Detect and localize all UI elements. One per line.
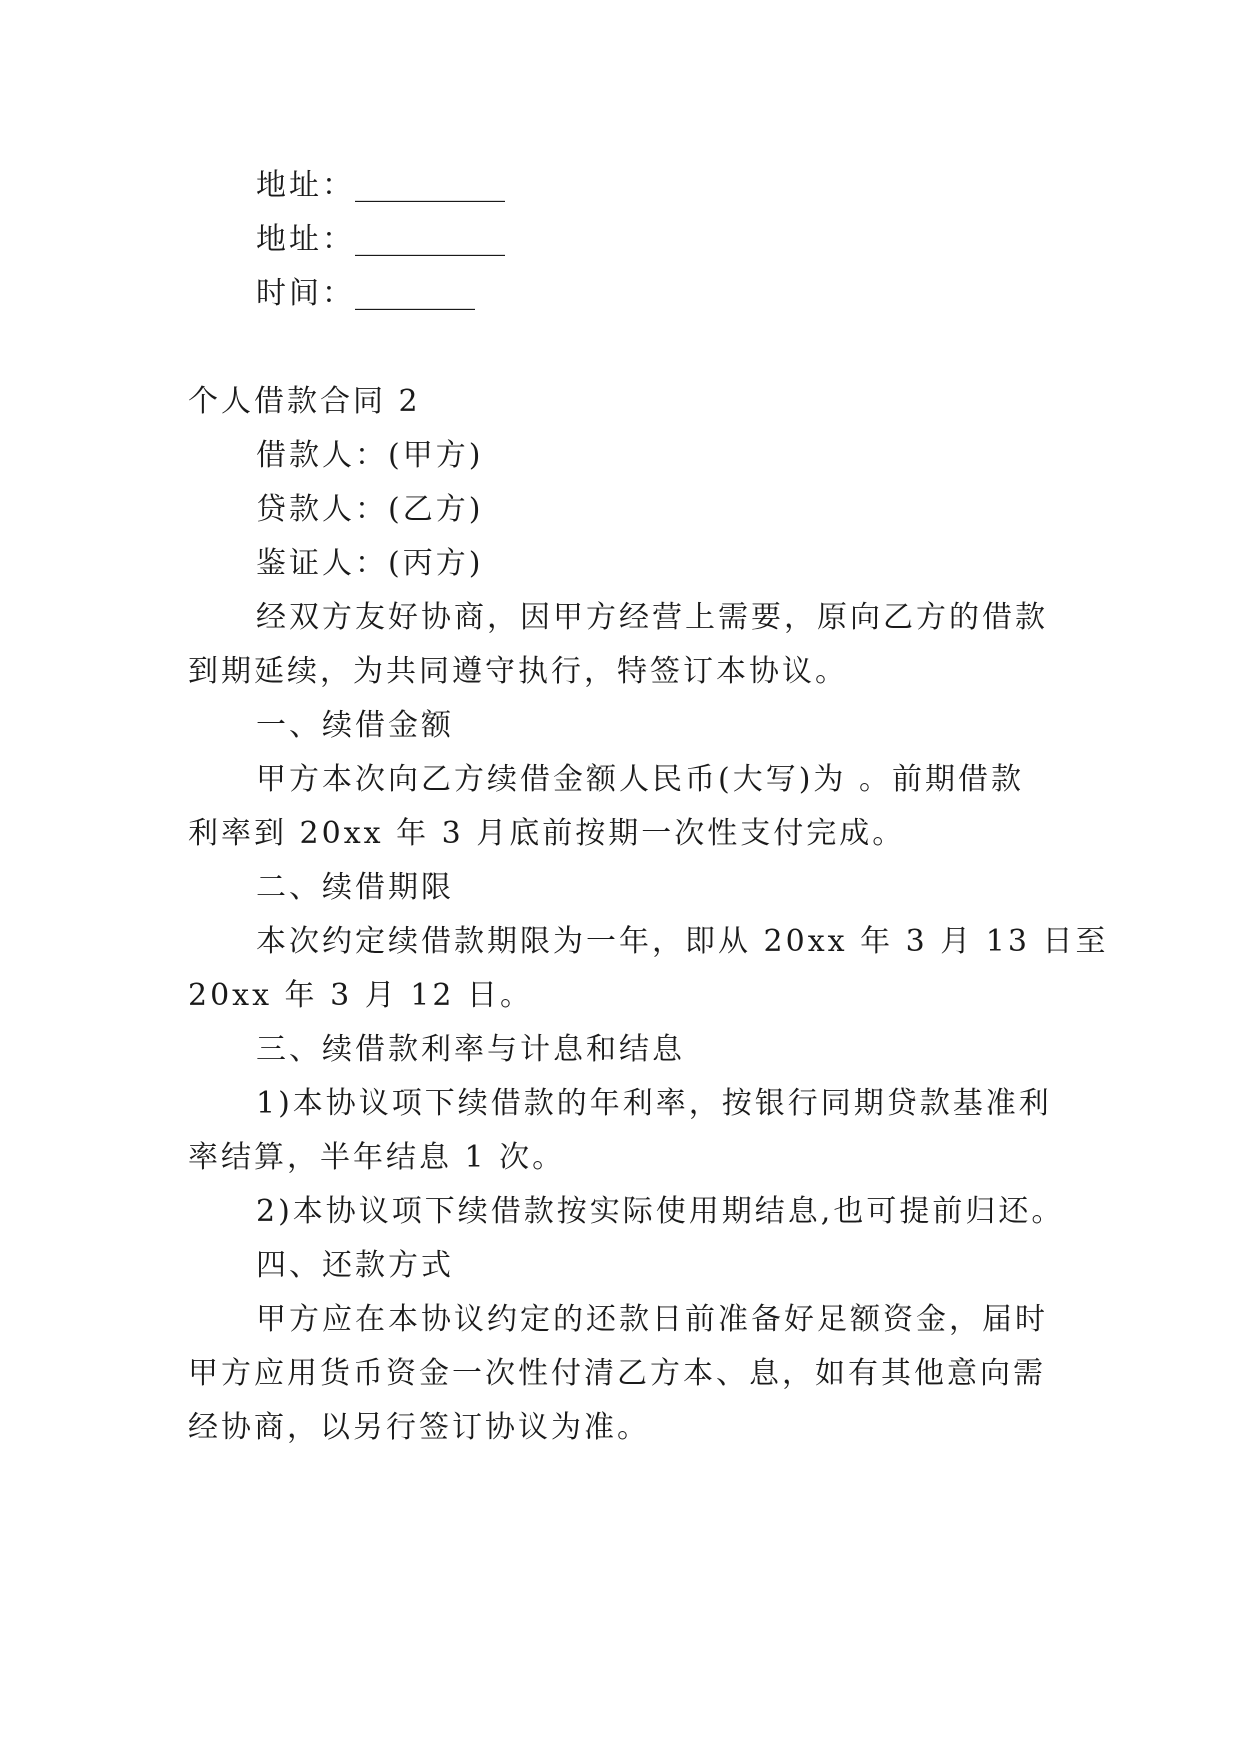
paragraph-line: 本次约定续借款期限为一年，即从 20xx 年 3 月 13 日至: [256, 924, 1109, 959]
section-heading-repayment: 四、还款方式: [256, 1248, 454, 1283]
section-heading-interest: 三、续借款利率与计息和结息: [256, 1032, 685, 1067]
paragraph-line: 20xx 年 3 月 12 日。: [188, 978, 533, 1013]
time-label: 时间：: [256, 276, 355, 311]
address-blank-1: __________: [355, 168, 505, 203]
paragraph-line: 到期延续，为共同遵守执行，特签订本协议。: [188, 654, 848, 689]
paragraph-line: 甲方本次向乙方续借金额人民币(大写)为 。前期借款: [256, 762, 1024, 797]
borrower-line: 借款人：(甲方): [256, 438, 484, 473]
paragraph-line: 经协商，以另行签订协议为准。: [188, 1410, 650, 1445]
paragraph-line: 经双方友好协商，因甲方经营上需要，原向乙方的借款: [256, 600, 1048, 635]
paragraph-line: 甲方应用货币资金一次性付清乙方本、息，如有其他意向需: [188, 1356, 1046, 1391]
paragraph-line: 甲方应在本协议约定的还款日前准备好足额资金，届时: [256, 1302, 1048, 1337]
contract-title: 个人借款合同 2: [188, 384, 421, 419]
witness-line: 鉴证人：(丙方): [256, 546, 484, 581]
paragraph-line: 利率到 20xx 年 3 月底前按期一次性支付完成。: [188, 816, 906, 851]
time-blank: ________: [355, 276, 475, 311]
address-label-1: 地址：: [256, 168, 355, 203]
section-heading-amount: 一、续借金额: [256, 708, 454, 743]
section-heading-term: 二、续借期限: [256, 870, 454, 905]
paragraph-line: 1)本协议项下续借款的年利率，按银行同期贷款基准利: [256, 1086, 1052, 1121]
paragraph-line: 2)本协议项下续借款按实际使用期结息,也可提前归还。: [256, 1194, 1065, 1229]
address-field-2: [256, 220, 505, 260]
time-field: [256, 274, 475, 314]
paragraph-line: 率结算，半年结息 1 次。: [188, 1140, 566, 1175]
address-label-2: 地址：: [256, 222, 355, 257]
lender-line: 贷款人：(乙方): [256, 492, 484, 527]
address-field-1: [256, 166, 505, 206]
address-blank-2: __________: [355, 222, 505, 257]
